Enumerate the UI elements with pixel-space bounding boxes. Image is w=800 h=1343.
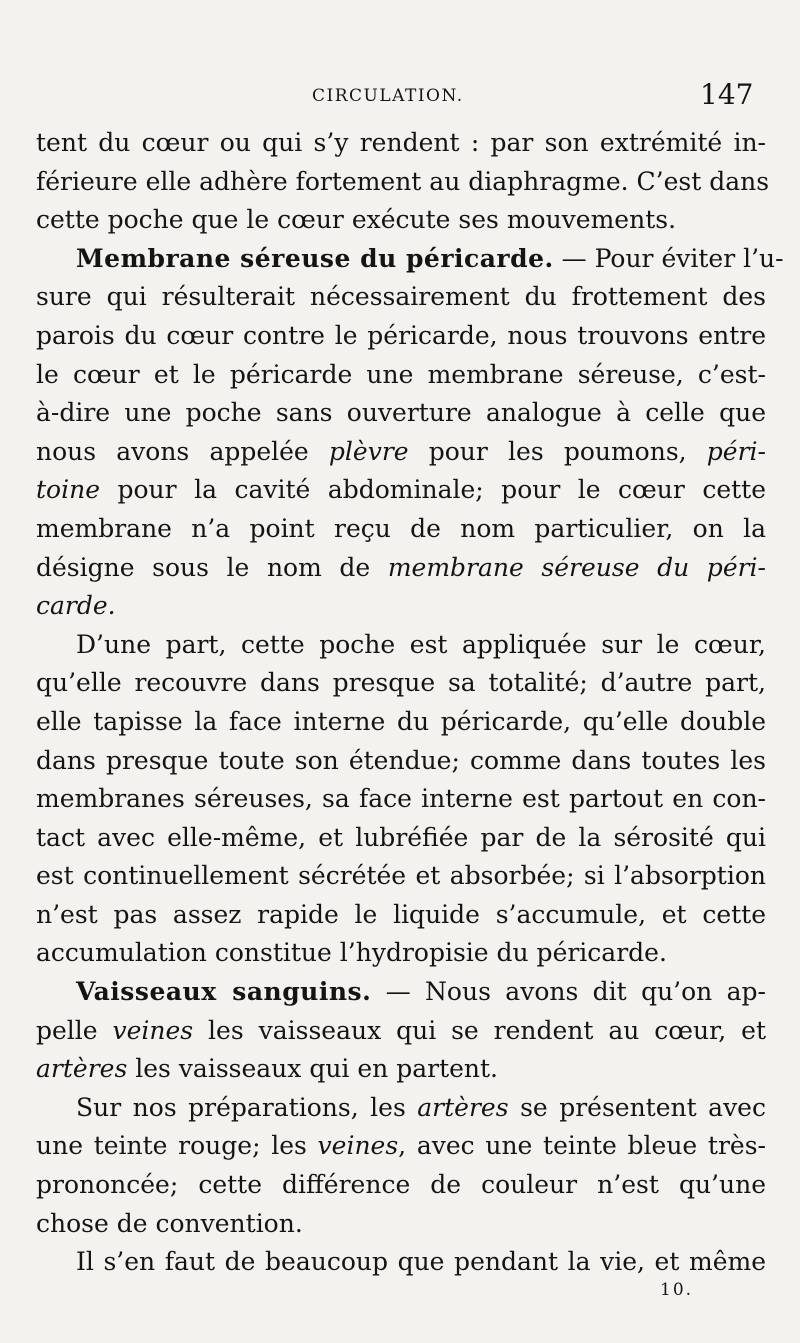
text-run: se présentent avec [508,1092,766,1122]
text-line [36,1243,766,1282]
text-run: férieure elle adhère fortement au diaphragme. C’est dans [36,166,770,196]
body-text [36,124,784,1282]
text-line [36,278,766,317]
text-run: chose de convention. [36,1208,303,1238]
italic-term: plèvre [328,436,409,466]
text-line [36,857,766,896]
text-run: membrane n’a point reçu de nom particulier, on la [36,513,766,543]
text-line [36,1205,766,1244]
text-line [36,1050,766,1089]
italic-term: carde. [36,591,116,621]
text-run: le cœur et le péricarde une membrane séreuse, c’est- [36,359,766,389]
text-run: nous avons appelée [36,436,329,466]
page-number: 147 [700,78,754,111]
italic-term: artères [417,1092,509,1122]
text-line [36,394,766,433]
text-line [36,124,766,163]
text-run: accumulation constitue l’hydropisie du péricarde. [36,938,667,968]
running-title: CIRCULATION. [312,86,464,106]
text-run: parois du cœur contre le péricarde, nous trouvons entre [36,320,766,350]
section-heading: Vaisseaux sanguins. [76,977,372,1007]
text-run: Il s’en faut de beaucoup que pendant la vie, et même [76,1247,766,1277]
text-run: pelle [36,1015,113,1045]
text-line [36,934,766,973]
text-run: D’une part, cette poche est appliquée sur le cœur, [76,629,766,659]
text-run: désigne sous le nom de [36,552,388,582]
text-line [36,510,766,549]
text-line [36,163,770,202]
text-run: dans presque toute son étendue; comme dans toutes les [36,745,766,775]
text-line [36,819,766,858]
text-line [36,742,766,781]
text-line [36,896,766,935]
text-run: une teinte rouge; les [36,1131,318,1161]
text-run: cette poche que le cœur exécute ses mouvements. [36,205,677,235]
italic-term: membrane séreuse du péri- [387,552,767,582]
text-run: elle tapisse la face interne du péricarde, qu’elle double [36,706,766,736]
text-line [36,664,766,703]
text-run: — Nous avons dit qu’on ap- [371,977,766,1007]
italic-term: péri- [706,436,766,466]
text-run: sure qui résulterait nécessairement du frottement des [36,282,766,312]
text-run: est continuellement sécrétée et absorbée; si l’absorption [36,861,766,891]
text-line [36,201,766,240]
text-run: pour la cavité abdominale; pour le cœur cette [100,475,766,505]
text-run: Sur nos préparations, les [76,1092,418,1122]
text-line [36,433,766,472]
text-run: , avec une teinte bleue très- [398,1131,766,1161]
text-line [36,626,766,665]
text-line [36,780,766,819]
italic-term: veines [317,1131,399,1161]
text-line [36,471,766,510]
text-line [36,240,784,279]
text-line [36,1089,766,1128]
text-run: — Pour éviter l’u- [553,243,784,273]
text-run: membranes séreuses, sa face interne est partout en con- [36,784,766,814]
text-line [36,1166,766,1205]
text-line [36,356,766,395]
text-line [36,703,766,742]
text-line [36,1127,766,1166]
text-run: tact avec elle-même, et lubréfiée par de la sérosité qui [36,822,766,852]
text-run: à-dire une poche sans ouverture analogue à celle que [36,398,766,428]
text-run: tent du cœur ou qui s’y rendent : par son extrémité in- [36,128,766,157]
italic-term: veines [112,1015,194,1045]
text-line [36,317,766,356]
text-run: les vaisseaux qui se rendent au cœur, et [193,1015,766,1045]
text-line [36,549,766,588]
text-line [36,587,766,626]
text-line [36,1012,766,1051]
page-header [0,78,800,114]
text-run: les vaisseaux qui en partent. [127,1054,499,1084]
italic-term: artères [36,1054,128,1084]
signature-mark: 10. [660,1280,694,1300]
text-run: pour les poumons, [408,436,707,466]
text-run: prononcée; cette différence de couleur n’est qu’une [36,1170,766,1200]
section-heading: Membrane séreuse du péricarde. [76,243,554,273]
text-run: qu’elle recouvre dans presque sa totalité; d’autre part, [36,668,766,698]
italic-term: toine [36,475,100,505]
text-run: n’est pas assez rapide le liquide s’accumule, et cette [36,899,766,929]
text-line [36,973,766,1012]
